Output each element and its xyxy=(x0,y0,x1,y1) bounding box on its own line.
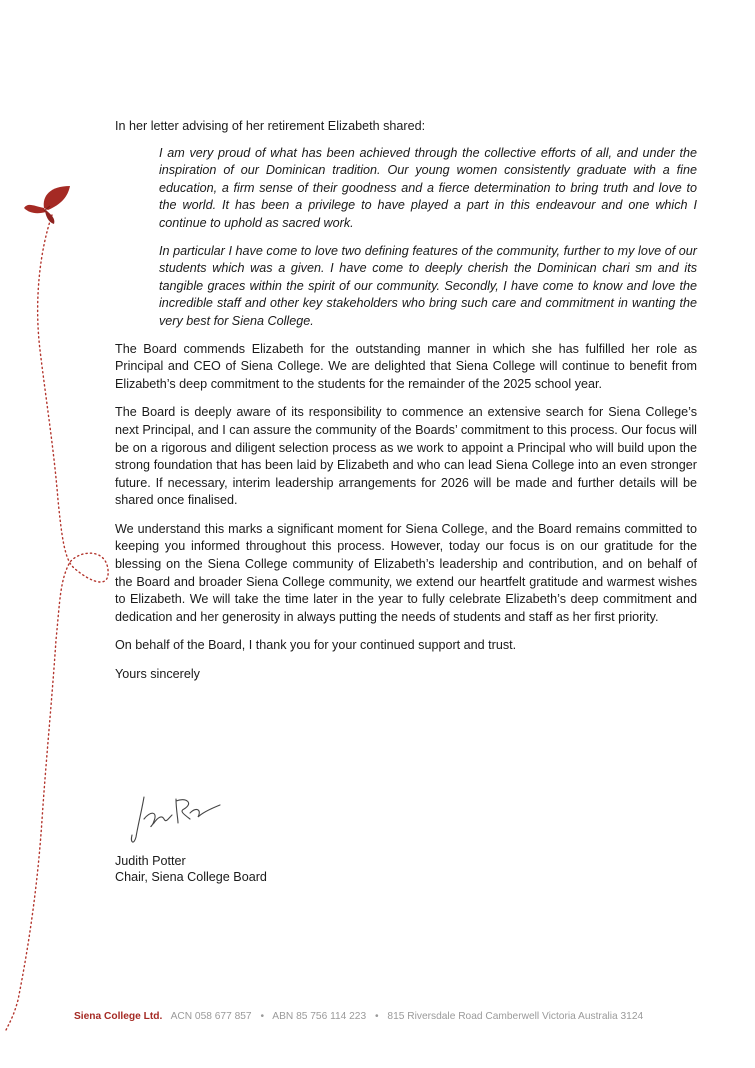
footer-separator: • xyxy=(260,1011,265,1022)
quote-paragraph: I am very proud of what has been achieved through the collective efforts of all, and under the inspiration of our Dominican tradition. Our young women consistently graduate with a fine education, a firm sense of their goodness and a fierce determination to bring truth and love to the world. It has been a privilege to have played a part in this endeavour and one which I continue to uphold as sacred work. xyxy=(159,145,697,230)
footer-org: Siena College Ltd. xyxy=(74,1011,163,1022)
body-paragraph: The Board commends Elizabeth for the outstanding manner in which she has fulfilled her role as Principal and CEO of Siena College. We are delighted that Siena College will continue to benefit from Elizabeth’s deep commitment to the students for the remainder of the 2025 school year. xyxy=(115,341,697,391)
body-paragraph: We understand this marks a significant moment for Siena College, and the Board remains committed to keeping you informed throughout this process. However, today our focus is on our gratitude for the blessing on the Siena College community of Elizabeth’s leadership and contribution, and on behalf of the Board and broader Siena College community, we extend our heartfelt gratitude and warmest wishes to Elizabeth. We will take the time later in the year to fully celebrate Elizabeth’s deep commitment and dedication and her generosity in always putting the needs of students and staff as her first priority. xyxy=(115,521,697,624)
handwritten-signature xyxy=(124,789,234,849)
quoted-excerpt xyxy=(159,145,697,331)
signer-title: Chair, Siena College Board xyxy=(115,870,267,884)
footer-acn: ACN 058 677 857 xyxy=(170,1011,252,1022)
footer-abn: ABN 85 756 114 223 xyxy=(272,1011,367,1022)
footer xyxy=(74,1011,643,1022)
signer-block xyxy=(115,853,267,885)
butterfly-icon xyxy=(24,186,70,224)
body-paragraph: On behalf of the Board, I thank you for your continued support and trust. xyxy=(115,638,517,653)
intro-line: In her letter advising of her retirement Elizabeth shared: xyxy=(115,119,426,133)
footer-address: 815 Riversdale Road Camberwell Victoria Australia 3124 xyxy=(387,1011,644,1022)
footer-separator: • xyxy=(374,1011,379,1022)
letter-body xyxy=(115,118,697,695)
decorative-dotted-trail xyxy=(0,0,120,1068)
quote-paragraph: In particular I have come to love two defining features of the community, further to my love of our students which was a given. I have come to deeply cherish the Dominican chari sm and its tangible graces within the spirit of our community. Secondly, I have come to know and love the incredible staff and other key stakeholders who bring such care and commitment in wanting the very best for Siena College. xyxy=(159,243,697,328)
body-paragraph: The Board is deeply aware of its responsibility to commence an extensive search for Siena College’s next Principal, and I can assure the community of the Boards’ commitment to this process. Our focus will be on a rigorous and diligent selection process as we work to appoint a Principal who will build upon the strong foundation that has been laid by Elizabeth and who can lead Siena College into an even stronger future. If necessary, interim leadership arrangements for 2026 will be made and further details will be shared once finalised. xyxy=(115,405,697,508)
signer-name: Judith Potter xyxy=(115,854,186,868)
closing-line: Yours sincerely xyxy=(115,667,200,682)
